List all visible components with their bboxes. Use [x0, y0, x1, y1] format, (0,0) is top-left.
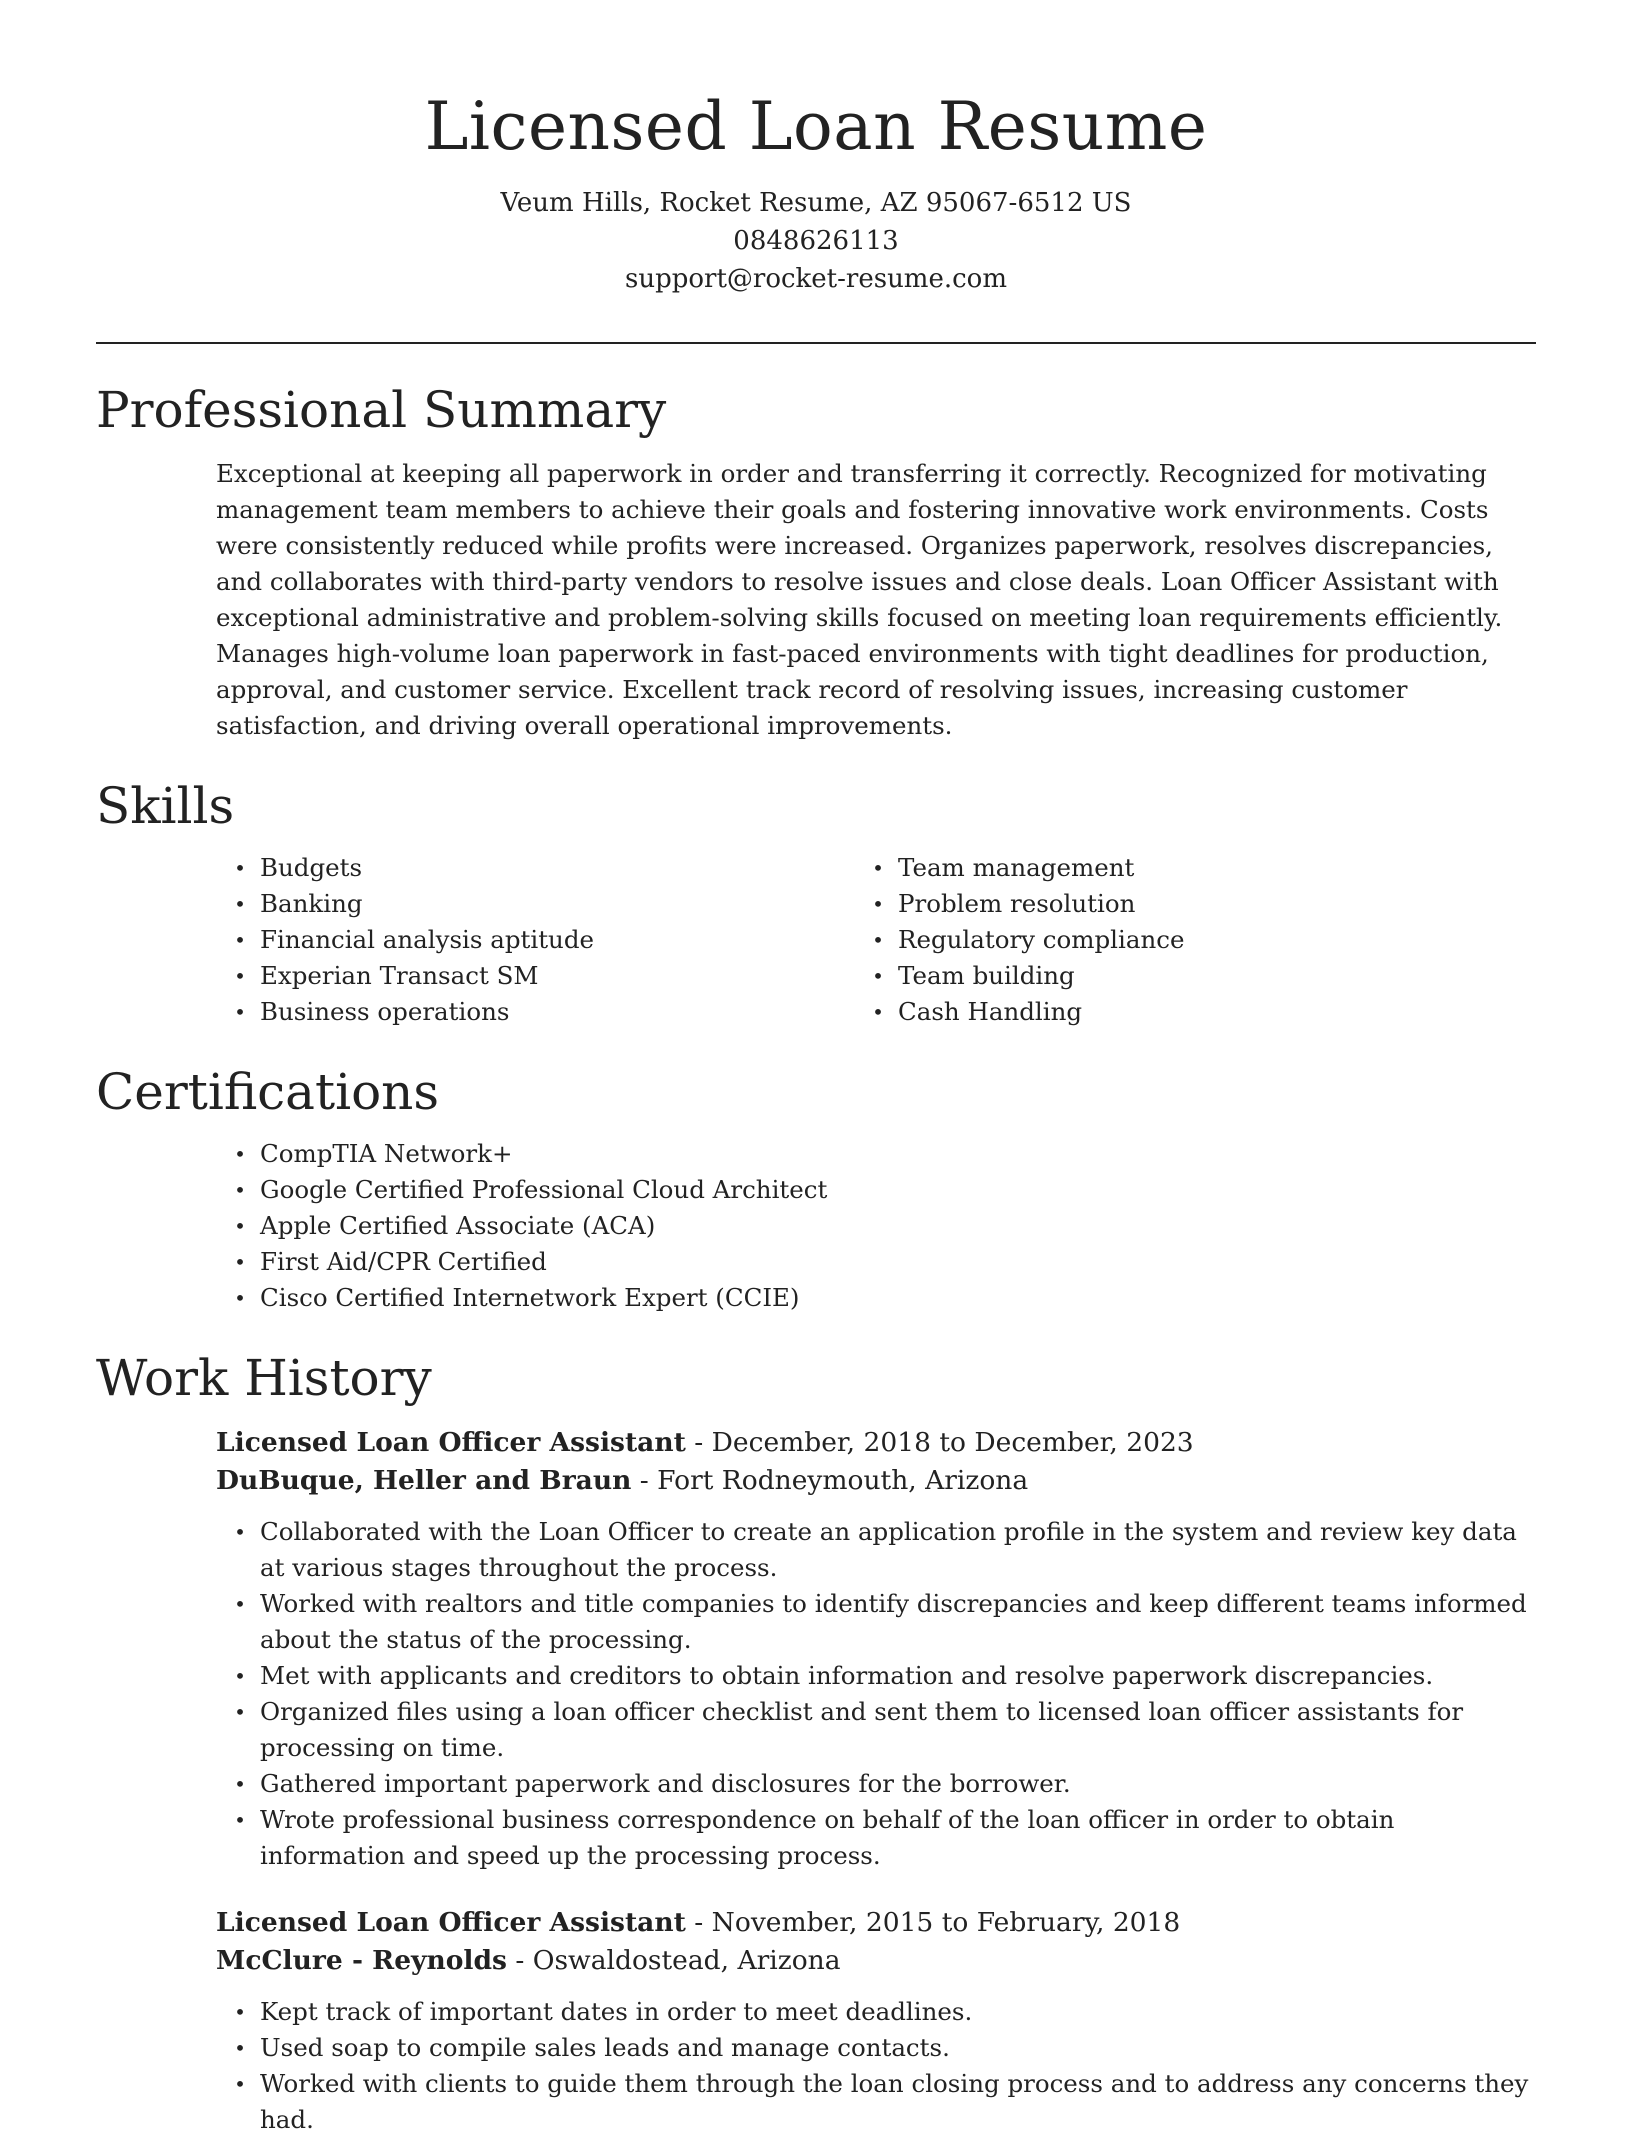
skill-label: Regulatory compliance: [898, 925, 1185, 954]
job-dates: December, 2018 to December, 2023: [711, 1427, 1194, 1458]
separator: -: [685, 1427, 712, 1458]
skill-label: Banking: [260, 889, 363, 918]
certification-label: Apple Certified Associate (ACA): [260, 1211, 656, 1240]
header-divider: [96, 342, 1536, 344]
job-bullet: • Worked with realtors and title companies to identify discrepancies and keep different teams informed about the status of the processing.: [234, 1589, 1527, 1654]
address: Veum Hills, Rocket Resume, AZ 95067-6512 US: [500, 188, 1132, 218]
separator: -: [506, 1945, 533, 1976]
skill-item: • Team building: [872, 961, 1075, 990]
separator: -: [631, 1465, 658, 1496]
job-bullet: • Wrote professional business correspondence on behalf of the loan officer in order to obtain information and speed up the processing process.: [234, 1805, 1395, 1870]
job-bullet: • Organized files using a loan officer checklist and sent them to licensed loan officer assistants for processing on time.: [234, 1697, 1464, 1762]
certification-label: Google Certified Professional Cloud Architect: [260, 1175, 828, 1204]
skill-item: • Banking: [234, 889, 363, 918]
skill-item: • Budgets: [234, 853, 363, 882]
summary-section: [96, 378, 1536, 744]
job-bullet-list: [234, 1514, 1536, 1874]
skill-label: Team management: [898, 853, 1135, 882]
certifications-list: [234, 1136, 1536, 1316]
skills-left-list: [234, 850, 898, 1030]
job-bullet: • Gathered important paperwork and disclosures for the borrower.: [234, 1769, 1071, 1798]
job-company: McClure - Reynolds: [216, 1945, 507, 1976]
skill-item: • Cash Handling: [872, 997, 1083, 1026]
job-company: DuBuque, Heller and Braun: [216, 1465, 632, 1496]
skill-label: Budgets: [260, 853, 363, 882]
skill-item: • Problem resolution: [872, 889, 1136, 918]
job-bullet-text: Wrote professional business correspondence on behalf of the loan officer in order to obtain information and speed up the processing process.: [260, 1805, 1395, 1870]
job-location: Oswaldostead, Arizona: [532, 1945, 841, 1976]
skill-label: Experian Transact SM: [260, 961, 539, 990]
job-bullet-text: Worked with realtors and title companies to identify discrepancies and keep different teams informed about the status of the processing.: [260, 1589, 1527, 1654]
skill-item: • Experian Transact SM: [234, 961, 539, 990]
job-bullet: • Worked with clients to guide them through the loan closing process and to address any concerns they had.: [234, 2069, 1529, 2134]
job-bullet-text: Collaborated with the Loan Officer to create an application profile in the system and review key data at various stages throughout the process.: [260, 1517, 1517, 1582]
job-bullet: • Met with applicants and creditors to obtain information and resolve paperwork discrepancies.: [234, 1661, 1434, 1690]
skills-heading: Skills: [96, 777, 235, 835]
job-bullet-list: [234, 1994, 1536, 2138]
skill-label: Problem resolution: [898, 889, 1136, 918]
job-bullet: • Kept track of important dates in order to meet deadlines.: [234, 1997, 973, 2026]
job-entry: [216, 1904, 1536, 2138]
certification-label: Cisco Certified Internetwork Expert (CCIE): [260, 1283, 800, 1312]
job-entry: [216, 1424, 1536, 1874]
job-bullet-text: Used soap to compile sales leads and manage contacts.: [260, 2033, 950, 2062]
job-title: Licensed Loan Officer Assistant: [216, 1427, 686, 1458]
certification-item: • Cisco Certified Internetwork Expert (CCIE): [234, 1283, 800, 1312]
certifications-heading: Certifications: [96, 1063, 440, 1121]
skill-label: Cash Handling: [898, 997, 1083, 1026]
email: support@rocket-resume.com: [624, 264, 1007, 294]
skill-label: Team building: [898, 961, 1075, 990]
job-title-line: [216, 1424, 1536, 1462]
job-dates: November, 2015 to February, 2018: [711, 1907, 1181, 1938]
job-bullet-text: Organized files using a loan officer checklist and sent them to licensed loan officer assistants for processing on time.: [260, 1697, 1464, 1762]
skill-label: Financial analysis aptitude: [260, 925, 595, 954]
contact-info: [0, 184, 1632, 298]
skill-label: Business operations: [260, 997, 510, 1026]
job-title: Licensed Loan Officer Assistant: [216, 1907, 686, 1938]
resume-header: [0, 0, 1632, 298]
certification-item: • Google Certified Professional Cloud Architect: [234, 1175, 828, 1204]
job-company-line: [216, 1942, 1536, 1980]
certification-item: • Apple Certified Associate (ACA): [234, 1211, 656, 1240]
summary-heading: Professional Summary: [96, 381, 667, 439]
job-bullet-text: Gathered important paperwork and disclosures for the borrower.: [260, 1769, 1071, 1798]
skills-right-list: [872, 850, 1536, 1030]
separator: -: [685, 1907, 712, 1938]
job-bullet: • Collaborated with the Loan Officer to create an application profile in the system and review key data at various stages throughout the process.: [234, 1517, 1517, 1582]
skill-item: • Regulatory compliance: [872, 925, 1185, 954]
certification-item: • CompTIA Network+: [234, 1139, 513, 1168]
work-history-section: [96, 1346, 1536, 2138]
job-bullet-text: Kept track of important dates in order to meet deadlines.: [260, 1997, 973, 2026]
certification-item: • First Aid/CPR Certified: [234, 1247, 547, 1276]
resume-title: Licensed Loan Resume: [424, 88, 1208, 165]
job-company-line: [216, 1462, 1536, 1500]
job-location: Fort Rodneymouth, Arizona: [657, 1465, 1029, 1496]
job-bullet-text: Worked with clients to guide them through the loan closing process and to address any concerns they had.: [260, 2069, 1529, 2134]
job-bullet: • Used soap to compile sales leads and manage contacts.: [234, 2033, 950, 2062]
certification-label: CompTIA Network+: [260, 1139, 513, 1168]
skill-item: • Team management: [872, 853, 1135, 882]
job-bullet-text: Met with applicants and creditors to obtain information and resolve paperwork discrepancies.: [260, 1661, 1434, 1690]
phone: 0848626113: [733, 226, 899, 256]
summary-text: Exceptional at keeping all paperwork in order and transferring it correctly. Recognized for motivating management team members to achieve their goals and fostering innovative work environments. Costs were consistently reduced while profits were increased. Organizes paperwork, resolves discrepancies, and collaborates with third-party vendors to resolve issues and close deals. Loan Officer Assistant with exceptional administrative and problem-solving skills focused on meeting loan requirements efficiently. Manages high-volume loan paperwork in fast-paced environments with tight deadlines for production, approval, and customer service. Excellent track record of resolving issues, increasing customer satisfaction, and driving overall operational improvements.: [216, 459, 1503, 740]
skills-section: [96, 774, 1536, 1030]
job-title-line: [216, 1904, 1536, 1942]
work-history-heading: Work History: [96, 1349, 432, 1407]
skill-item: • Business operations: [234, 997, 510, 1026]
skill-item: • Financial analysis aptitude: [234, 925, 595, 954]
certifications-section: [96, 1060, 1536, 1316]
skills-columns: [234, 850, 1536, 1030]
certification-label: First Aid/CPR Certified: [260, 1247, 547, 1276]
